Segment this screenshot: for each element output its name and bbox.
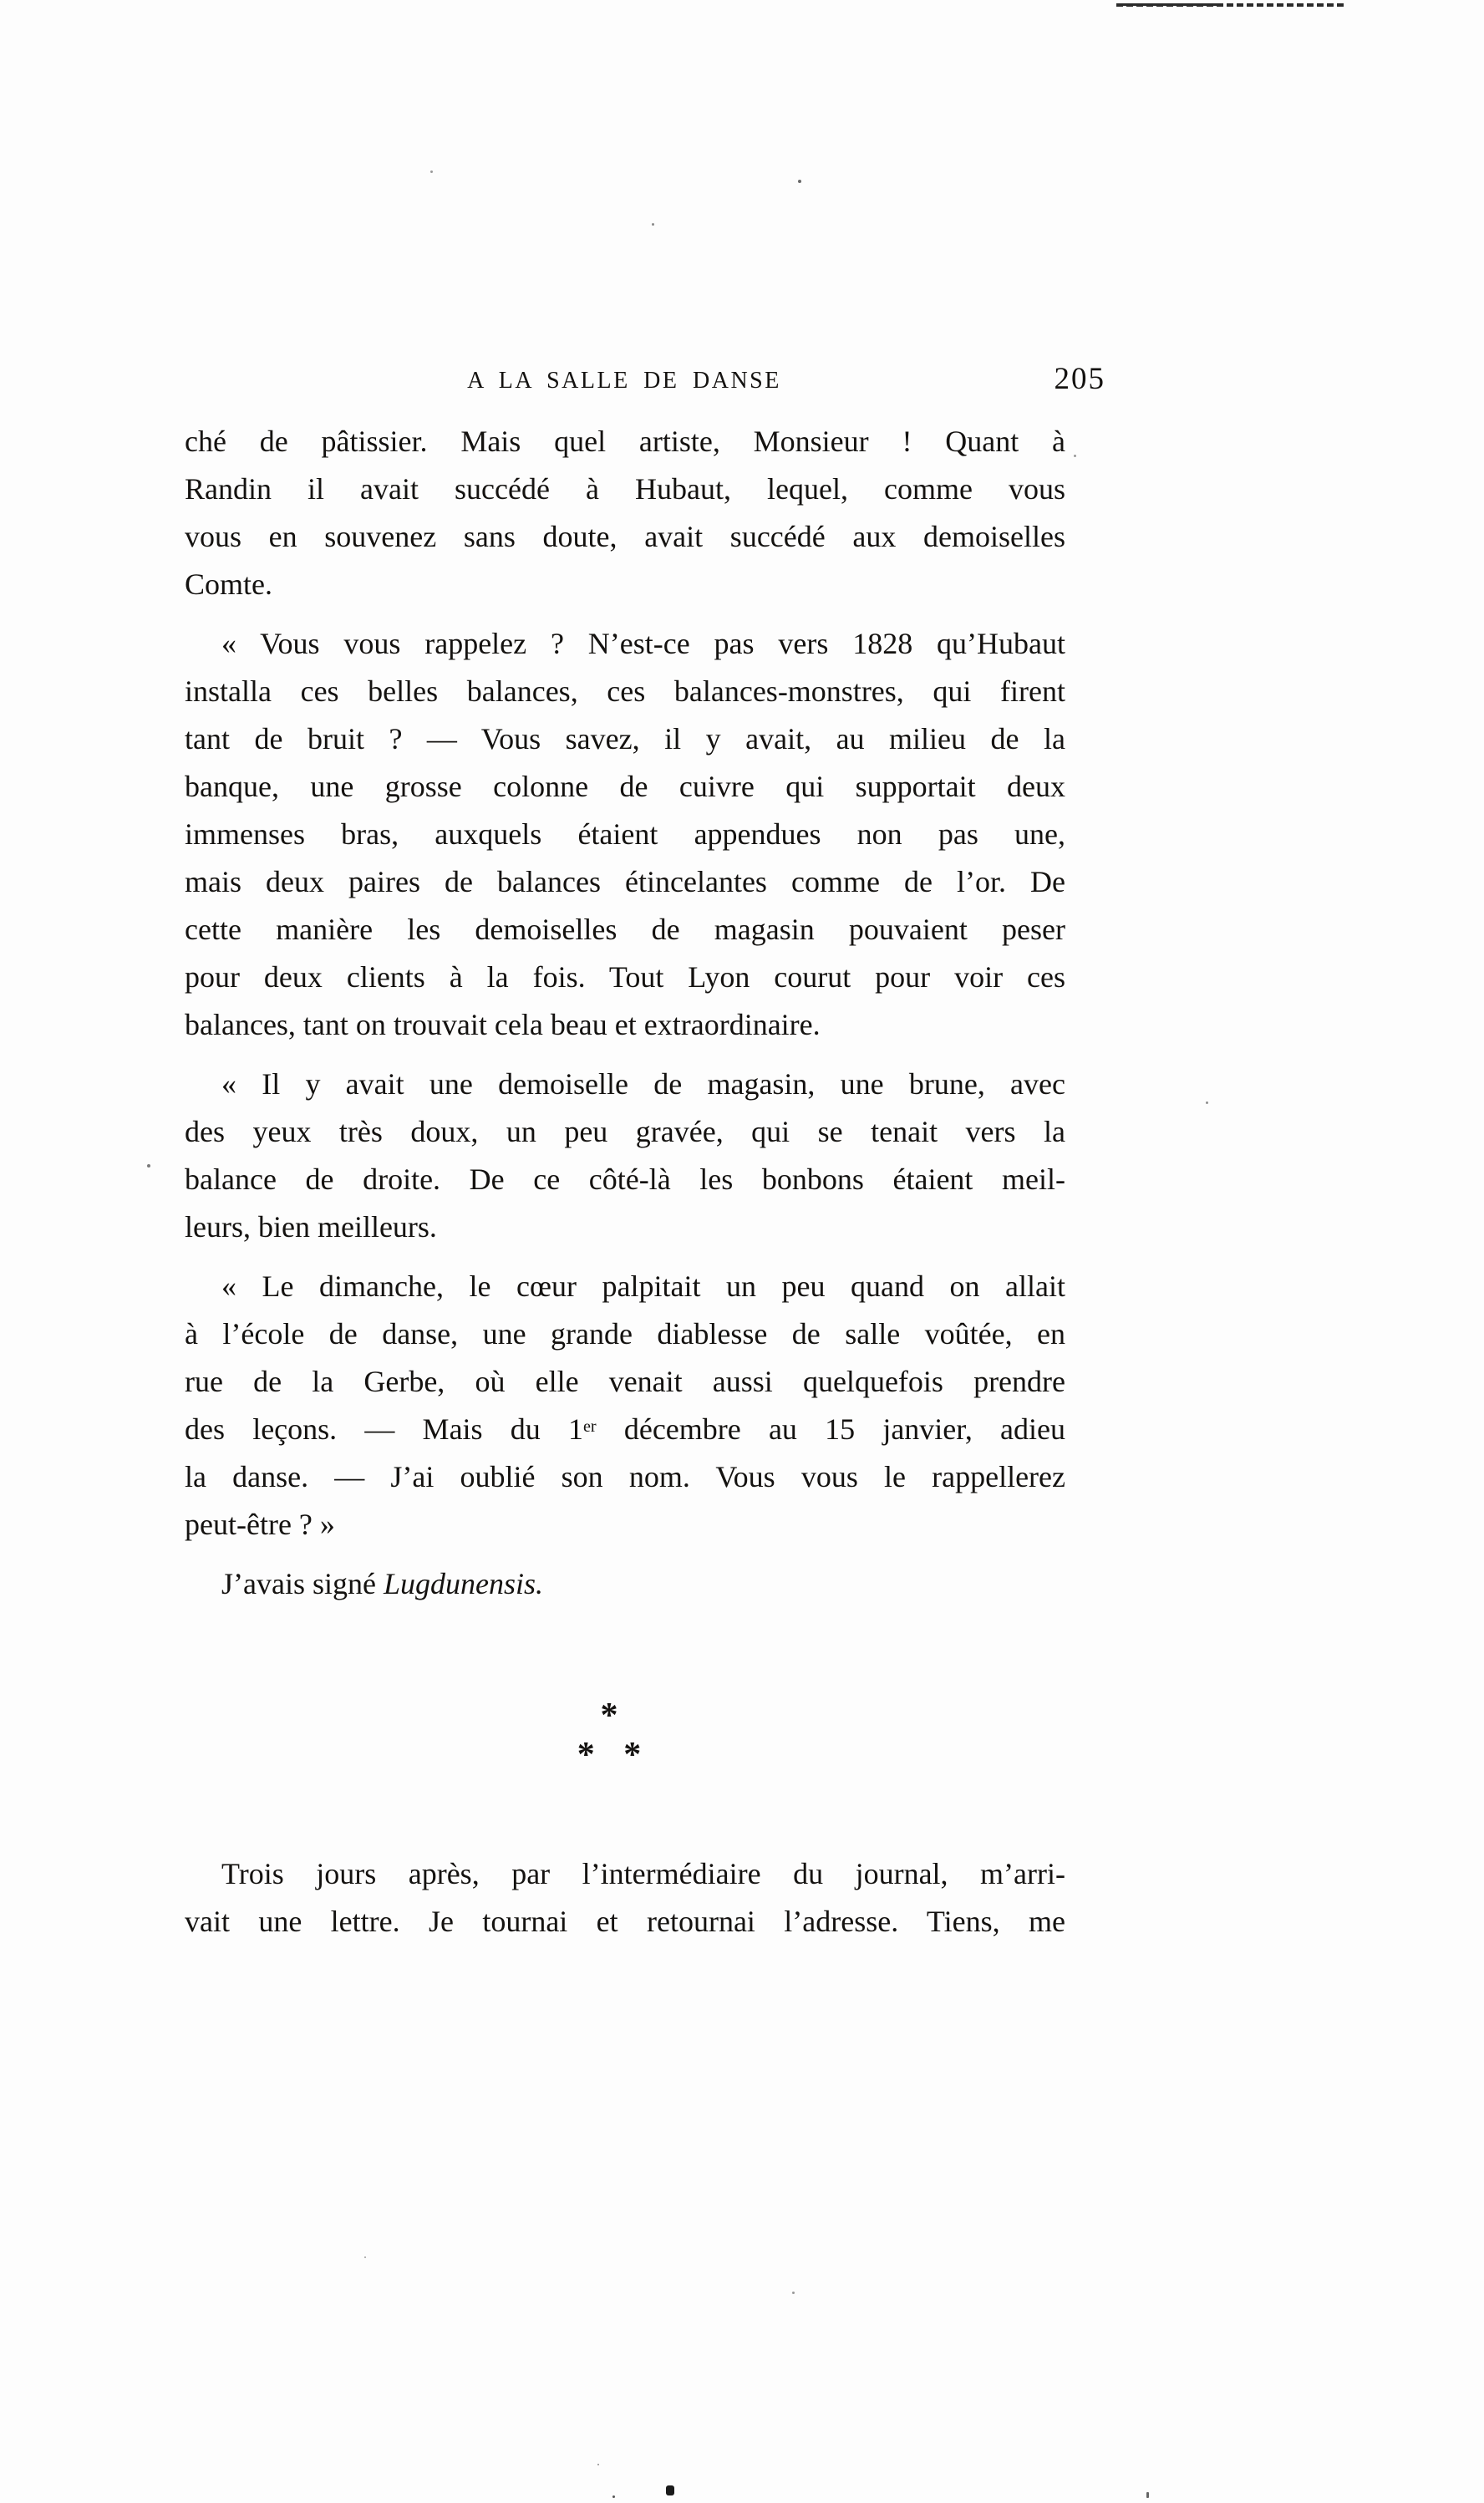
text-line: leurs, bien meilleurs. [185, 1210, 437, 1244]
scan-artifact-dash-segment [1121, 3, 1222, 6]
scan-speck [430, 170, 433, 173]
asterisk-pair: * * [577, 1736, 642, 1774]
scan-speck [652, 223, 654, 226]
text-line: immenses bras, auxquels étaient appendues non pas une, [185, 817, 1065, 851]
paragraph-quote-dimanche [185, 1263, 1065, 1549]
text-line: la danse. — J’ai oublié son nom. Vous vous le rappellerez [185, 1460, 1065, 1493]
scan-speck [1074, 455, 1076, 457]
paragraph-closing [185, 1850, 1065, 1946]
text-line: vait une lettre. Je tournai et retournai l’adresse. Tiens, me [185, 1905, 1065, 1938]
text-line: Comte. [185, 567, 272, 601]
text-line: balance de droite. De ce côté-là les bonbons étaient meil- [185, 1162, 1065, 1196]
text-line: Trois jours après, par l’intermédiaire du journal, m’arri- [221, 1857, 1065, 1890]
text-line: « Vous vous rappelez ? N’est-ce pas vers 1828 qu’Hubaut [221, 627, 1065, 660]
scan-speck [597, 2464, 599, 2465]
text-line: vous en souvenez sans doute, avait succédé aux demoiselles [185, 520, 1065, 553]
text-line: à l’école de danse, une grande diablesse de salle voûtée, en [185, 1317, 1065, 1351]
asterisk-top: * [600, 1697, 618, 1735]
text-line: pour deux clients à la fois. Tout Lyon courut pour voir ces [185, 960, 1065, 994]
text-line: rue de la Gerbe, où elle venait aussi quelquefois prendre [185, 1365, 1065, 1398]
text-line: peut-être ? » [185, 1508, 335, 1541]
text-line: installa ces belles balances, ces balances-monstres, qui firent [185, 674, 1065, 708]
scan-speck [147, 1164, 150, 1168]
scan-speck [666, 2485, 674, 2495]
page-number: 205 [1054, 362, 1105, 396]
text-line: balances, tant on trouvait cela beau et extraordinaire. [185, 1008, 821, 1041]
text-line: J’avais signé Lugdunensis. [221, 1567, 543, 1600]
text-column [185, 418, 1065, 1946]
text-line: « Il y avait une demoiselle de magasin, une brune, avec [221, 1067, 1065, 1101]
text-line: banque, une grosse colonne de cuivre qui supportait deux [185, 770, 1065, 803]
section-divider-asterisks [170, 1697, 1049, 1775]
paragraph-quote-demoiselle [185, 1061, 1065, 1251]
text-line: des yeux très doux, un peu gravée, qui se tenait vers la [185, 1115, 1065, 1148]
text-line: cette manière les demoiselles de magasin pouvaient peser [185, 913, 1065, 946]
scan-speck [798, 180, 801, 183]
signature-line [185, 1560, 1065, 1608]
superscript-ordinal: er [582, 1417, 597, 1436]
paragraph-continuation [185, 418, 1065, 608]
running-header [185, 362, 1105, 401]
text-line: « Le dimanche, le cœur palpitait un peu quand on allait [221, 1269, 1065, 1303]
text-line: des leçons. — Mais du 1er décembre au 15 janvier, adieu [185, 1412, 1065, 1446]
scan-speck [792, 2292, 795, 2294]
paragraph-quote-balances [185, 620, 1065, 1049]
text-line: ché de pâtissier. Mais quel artiste, Monsieur ! Quant à [185, 425, 1065, 458]
chapter-running-title: A LA SALLE DE DANSE [467, 368, 781, 394]
scan-speck [1146, 2492, 1149, 2498]
text-line: tant de bruit ? — Vous savez, il y avait, au milieu de la [185, 722, 1065, 755]
scan-speck [364, 2256, 366, 2258]
text-line: mais deux paires de balances étincelantes comme de l’or. De [185, 865, 1065, 898]
text-line: Randin il avait succédé à Hubaut, lequel, comme vous [185, 472, 1065, 506]
scan-speck [1206, 1101, 1208, 1104]
italic-text: Lugdunensis. [383, 1567, 543, 1600]
scan-speck [612, 2495, 615, 2498]
